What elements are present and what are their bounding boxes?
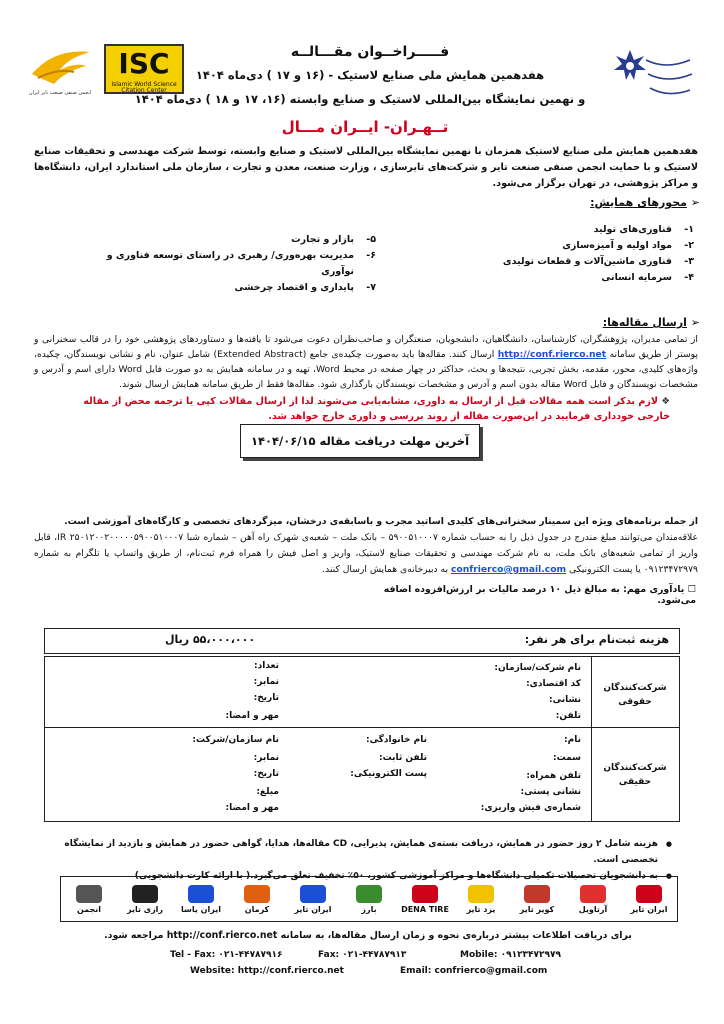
note-item: ● هزینه شامل ۲ روز حضور در همایش، دریافت بسته‌ی همایش، پذیرایی، CD مقاله‌ها، هدایا، گواهی حضور در همایش و بازدید از نمایشگاه تخصصی است. [60,836,672,868]
form-field-postal-address[interactable]: نشانی پستی: [520,787,581,797]
plagiarism-warning [60,394,670,424]
axis-text: مدیریت بهره‌وری/ رهبری در راستای توسعه فناوری و نوآوری [106,250,354,277]
registration-form [44,656,680,822]
footer-info-text: برای دریافت اطلاعات بیشتر درباره‌ی نحوه و زمان ارسال مقاله‌ها، به سامانه [280,930,632,941]
fax-text: Fax: ۰۲۱-۴۴۷۸۷۹۱۳ [318,950,407,960]
axes-heading [560,196,700,209]
form-field-economic-code[interactable]: کد اقتصادی: [526,679,581,689]
axis-text: پایداری و اقتصاد چرخشی [234,282,354,293]
axis-text: فناوری‌های تولید [593,224,672,235]
axis-item [470,254,694,270]
sponsor-logo [287,885,339,914]
form-field-position[interactable]: سمت: [552,753,581,763]
payment-text-end: به دبیرخانه‌ی همایش ارسال کنند. [322,564,449,575]
sponsor-logo [231,885,283,914]
sponsor-logo [343,885,395,914]
sponsor-mark-icon [412,885,438,903]
axes-list-left [96,232,376,296]
form-field-seal[interactable]: مهر و امضا: [225,803,279,813]
tire-association-logo [24,44,96,96]
form-row-divider [45,727,679,728]
form-field-fax[interactable]: نمابر: [253,677,279,687]
fee-value: ۵۵،۰۰۰،۰۰۰ ریال [165,633,256,646]
sponsor-logo [511,885,563,914]
note-item: ● به دانشجویان تحصیلات تکمیلی دانشگاه‌ها و مراکز آموزشی کشور، ۵۰٪ تخفیف تعلق می‌گیرد.( با ارائه کارت دانشجویی) [60,868,672,884]
sponsor-logos [60,876,678,922]
axis-number: ۵- [366,234,376,245]
form-field-date[interactable]: تاریخ: [253,693,279,703]
payment-text: علاقه‌مندان می‌توانند مبلغ مندرج در جدول ذیل را به حساب شماره ۵۹۰۰۵۱۰۰۰۷ – بانک ملت – شعبه‌ی شهرک راه آهن – شماره شبا IR ۲۵۰۱۲۰۰۲۰۰۰۰۰۵۹۰۰۵۱۰۰۰۷، قابل واریز از تمامی شعبه‌های بانک ملت، به نام شرکت مهندسی و تحقیقات صنایع لاستیک، واریز و اصل فیش را همراه فرم ثبت‌نام، از طریق واتساپ یا تلگرام به شماره ۰۹۱۲۳۴۷۲۹۷۹ یا پست الکترونیکی [34,532,699,575]
axis-number: ۲- [684,240,694,251]
axis-number: ۱- [684,224,694,235]
sponsor-mark-icon [468,885,494,903]
sponsor-logo [119,885,171,914]
sponsor-logo [623,885,675,914]
program-paragraph [34,514,698,578]
axis-item [96,232,376,248]
form-field-receipt-number[interactable]: شماره‌ی فیش واریزی: [480,803,581,813]
sponsor-mark-icon [300,885,326,903]
axis-item [470,222,694,238]
sponsor-name: رازی تایر [126,904,164,914]
fee-label: هزینه ثبت‌نام برای هر نفر: [524,633,669,646]
footer-info [60,930,676,941]
sponsor-mark-icon [188,885,214,903]
axis-number: ۴- [684,272,694,283]
sponsor-mark-icon [76,885,102,903]
submission-body [34,332,698,392]
submission-text-a: از تمامی مدیران، پژوهشگران، کارشناسان، دانشگاهیان، دانشجویان، صنعتگران و صاحب‌نظران دعوت می‌شود تا یافته‌ها و دستاوردهای پژوهشی خود را در قالب سخنرانی و پوستر از طریق سامانه [34,334,698,360]
sponsor-logo [175,885,227,914]
form-field-date[interactable]: تاریخ: [253,769,279,779]
sponsor-mark-icon [244,885,270,903]
footer-info-end: مراجعه شود. [104,930,164,941]
natural-participants-label: شرکت‌کنندگان حقیقی [603,763,667,787]
sponsor-name: ایران یاسا [181,904,221,914]
sponsor-logo [63,885,115,914]
tel-fax-text: Tel - Fax: ۰۲۱-۴۴۷۸۷۹۱۶ [170,950,283,960]
axis-number: ۷- [366,282,376,293]
vat-reminder-text: یادآوری مهم: به مبالغ ذیل ۱۰ درصد مالیات بر ارزش‌افزوده اضافه می‌شود. [383,584,696,606]
diamond-bullet-icon: ❖ [658,396,670,407]
venue-title: تــهـران- ایــران مـــال [281,118,449,136]
axis-item [470,238,694,254]
isc-logo-text: ISC [118,47,170,80]
sponsor-name: آرتاویل [578,904,608,914]
sponsor-logo [567,885,619,914]
sponsor-logo [399,885,451,914]
checkbox-icon: ☐ [684,584,696,595]
axis-text: بازار و تجارت [291,234,354,245]
form-field-company[interactable]: نام شرکت/سازمان: [494,663,581,673]
intro-paragraph: هفدهمین همایش ملی صنایع لاستیک همزمان با نهمین نمایشگاه بین‌المللی لاستیک و صنایع وابسته، توسط شرکت مهندسی و تحقیقات صنایع لاستیک و با حمایت انجمن صنفی صنعت تایر و شرکت‌های تایرسازی ، وزارت صنعت، معدن و تجارت ، سازمان ملی استاندارد ایران، دانشگاه‌ها و مراکز پژوهشی، در تهران برگزار می‌شود. [34,146,698,189]
form-field-address[interactable]: نشانی: [548,695,581,705]
submission-text-b: ارسال کنند. مقاله‌ها باید به‌صورت چکیده‌ی جامع (Extended Abstract) شامل عنوان، نام و نشانی نویسندگان، چکیده، واژه‌های کلیدی، محور، مقدمه، بخش تجربی، نتیجه‌ها و بحث، حداکثر در چهار صفحه در محیط Word، تهیه و در سامانه همایش به دو صورت فایل Word دارای اسم و آدرس و مشخصات نویسندگان و فایل Word مقاله بدون اسم و آدرس و مشخصات نویسندگان بارگذاری شود. مقاله‌ها فقط از طریق سامانه همایش ارسال شوند. [34,349,698,390]
fee-box [44,628,680,654]
form-column-divider [591,657,592,821]
submission-heading-text: ارسال مقاله‌ها: [602,316,687,329]
axis-item [96,280,376,296]
exhibition-title: و نهمین نمایشگاه بین‌المللی لاستیک و صنایع وابسته (۱۶، ۱۷ و ۱۸ ) دی‌ماه ۱۴۰۴ [134,92,586,106]
sponsor-logo [455,885,507,914]
arrow-icon: ➢ [686,316,700,329]
call-for-papers-title: فـــــراخــوان مقـــالــه [290,44,450,60]
sponsor-name: کرمان [244,904,270,914]
conference-title: هفدهمین همایش ملی صنایع لاستیک - (۱۶ و ۱۷ ) دی‌ماه ۱۴۰۴ [195,68,545,82]
sponsor-name: ایران تایر [294,904,332,914]
sponsor-name: انجمن [76,904,102,914]
sponsor-name: کویر تایر [519,904,555,914]
deadline-box: آخرین مهلت دریافت مقاله ۱۴۰۴/۰۶/۱۵ [240,424,480,458]
sponsor-mark-icon [132,885,158,903]
warning-text: لازم بذکر است همه مقالات قبل از ارسال به داوری، مشابه‌یابی می‌شوند لذا از ارسال مقالات کپی یا ترجمه محض از مقاله خارجی خودداری فرمایید در این‌صورت مقاله از روند بررسی و داوری خارج خواهد شد. [83,396,670,422]
email-text[interactable]: Email: confrierco@gmail.com [400,966,548,976]
form-field-email[interactable]: پست الکترونیکی: [350,769,427,779]
arrow-icon: ➢ [686,196,700,209]
axis-item [96,248,376,280]
form-field-landline[interactable]: تلفن ثابت: [378,753,427,763]
isc-logo-subtext: Islamic World Science Citation Center [111,81,177,94]
sponsor-name: بارز [361,904,377,914]
axis-number: ۳- [684,256,694,267]
sponsor-name: DENA TIRE [401,904,449,914]
axis-text: فناوری ماشین‌آلات و قطعات تولیدی [502,256,672,267]
rierco-logo [606,40,696,120]
form-field-name[interactable]: نام: [564,735,581,745]
footer-info-link[interactable]: http://conf.rierco.net [166,930,278,941]
form-field-phone[interactable]: تلفن: [555,711,581,721]
website-text[interactable]: Website: http://conf.rierco.net [190,966,344,976]
axis-item [470,270,694,286]
form-field-fax[interactable]: نمابر: [253,753,279,763]
form-field-organization[interactable]: نام سازمان/شرکت: [192,735,279,745]
payment-email-link[interactable]: confrierco@gmail.com [450,564,567,575]
submission-link[interactable]: http://conf.rierco.net [497,349,607,360]
form-field-amount[interactable]: مبلغ: [256,787,279,797]
form-field-count[interactable]: تعداد: [254,661,279,671]
axis-text: سرمایه انسانی [601,272,672,283]
axes-list-right [470,222,694,286]
sponsor-mark-icon [356,885,382,903]
axis-text: مواد اولیه و آمیزه‌سازی [562,240,672,251]
form-field-mobile[interactable]: تلفن همراه: [526,771,581,781]
svg-text:انجمن صنفی صنعت تایر ایران: انجمن صنفی صنعت تایر ایران [28,90,92,96]
form-field-seal[interactable]: مهر و امضا: [225,711,279,721]
sponsor-mark-icon [636,885,662,903]
program-line: از جمله برنامه‌های ویژه این سمینار سخنرانی‌های کلیدی اساتید مجرب و باسابقه‌ی درخشان، میزگردهای تخصصی و کارگاه‌های آموزشی است. [64,516,698,527]
submission-heading [560,316,700,329]
form-field-surname[interactable]: نام خانوادگی: [365,735,427,745]
legal-participants-label: شرکت‌کنندگان حقوقی [603,683,667,707]
vat-reminder [360,584,696,606]
axes-heading-text: محورهای همایش: [590,196,687,209]
mobile-text: Mobile: ۰۹۱۲۳۴۷۲۹۷۹ [460,950,562,960]
sponsor-mark-icon [524,885,550,903]
sponsor-name: ایران تایر [630,904,668,914]
sponsor-mark-icon [580,885,606,903]
axis-number: ۶- [366,250,376,261]
sponsor-name: یزد تایر [466,904,496,914]
